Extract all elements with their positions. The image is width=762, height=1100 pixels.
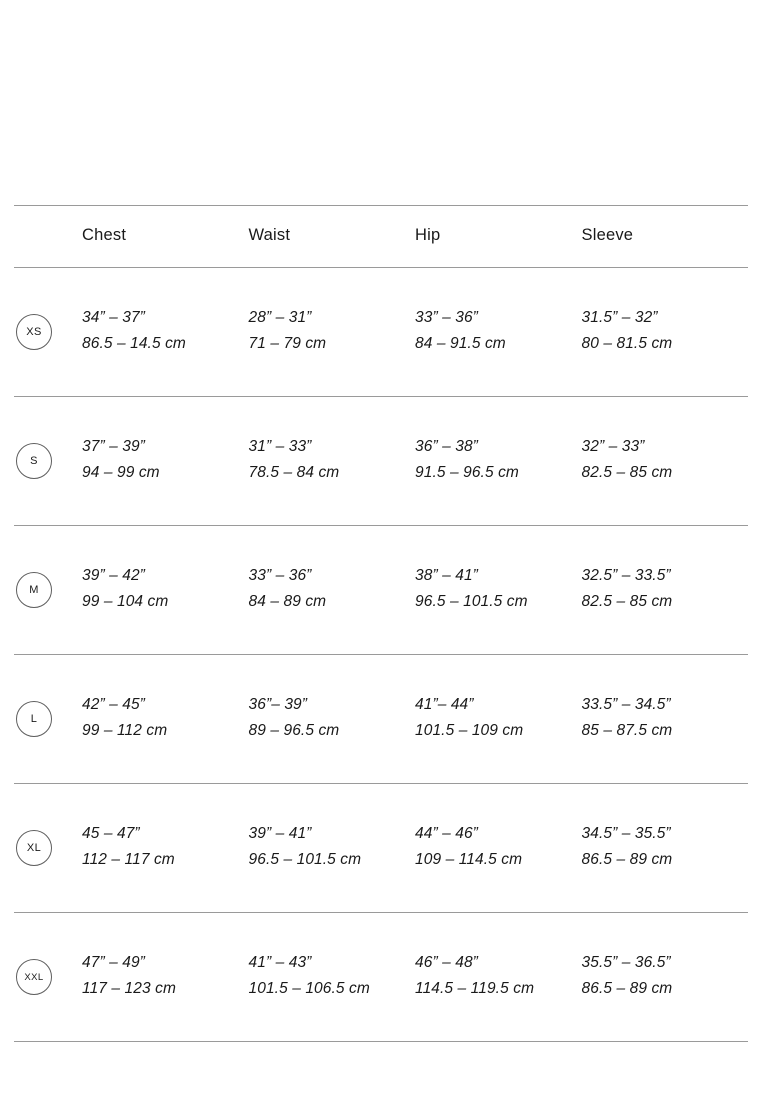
size-badge: S — [16, 443, 52, 479]
size-chart-table — [14, 205, 748, 1041]
table-bottom-divider — [14, 1041, 748, 1042]
size-label-cell — [14, 655, 82, 784]
size-chart-table-container — [14, 205, 748, 1042]
sleeve-inches: 34.5” – 35.5” — [582, 784, 749, 844]
waist-inches: 41” – 43” — [249, 913, 416, 973]
chest-inches: 42” – 45” — [82, 655, 249, 715]
sleeve-cm: 85 – 87.5 cm — [581, 722, 673, 739]
sleeve-inches: 33.5” – 34.5” — [582, 655, 749, 715]
waist-inches: 36”– 39” — [249, 655, 416, 715]
waist-inches: 31” – 33” — [249, 397, 416, 457]
table-row — [14, 526, 748, 586]
chest-cm: 99 – 112 cm — [82, 722, 168, 739]
sleeve-cm: 86.5 – 89 cm — [581, 980, 673, 997]
column-header-hip: Hip — [415, 206, 582, 268]
chest-cm: 112 – 117 cm — [82, 851, 175, 868]
table-row — [14, 784, 748, 844]
size-label-cell — [14, 526, 82, 655]
column-header-chest: Chest — [82, 206, 249, 268]
sleeve-inches: 31.5” – 32” — [582, 268, 749, 328]
chest-cm: 99 – 104 cm — [82, 593, 169, 610]
chest-cm: 117 – 123 cm — [82, 980, 176, 997]
chest-inches: 45 – 47” — [82, 784, 249, 844]
hip-inches: 33” – 36” — [415, 268, 582, 328]
chest-inches: 34” – 37” — [82, 268, 249, 328]
hip-inches: 46” – 48” — [415, 913, 582, 973]
size-badge: XS — [16, 314, 52, 350]
hip-cm: 109 – 114.5 cm — [415, 851, 523, 868]
waist-cm: 84 – 89 cm — [248, 593, 327, 610]
size-label-cell — [14, 268, 82, 397]
size-label-cell — [14, 784, 82, 913]
sleeve-cm: 86.5 – 89 cm — [581, 851, 673, 868]
size-label-cell — [14, 913, 82, 1042]
size-badge: XXL — [16, 959, 52, 995]
hip-cm: 114.5 – 119.5 cm — [415, 980, 535, 997]
size-badge: M — [16, 572, 52, 608]
hip-cm: 96.5 – 101.5 cm — [415, 593, 528, 610]
table-row — [14, 843, 748, 913]
waist-cm: 78.5 – 84 cm — [248, 464, 340, 481]
hip-inches: 36” – 38” — [415, 397, 582, 457]
sleeve-cm: 82.5 – 85 cm — [581, 464, 673, 481]
column-header-sleeve: Sleeve — [582, 206, 749, 268]
size-label-cell — [14, 397, 82, 526]
hip-inches: 44” – 46” — [415, 784, 582, 844]
sleeve-inches: 32.5” – 33.5” — [582, 526, 749, 586]
waist-cm: 96.5 – 101.5 cm — [248, 851, 362, 868]
waist-inches: 33” – 36” — [249, 526, 416, 586]
sleeve-inches: 35.5” – 36.5” — [582, 913, 749, 973]
hip-cm: 84 – 91.5 cm — [415, 335, 506, 352]
waist-cm: 89 – 96.5 cm — [248, 722, 340, 739]
chest-cm: 94 – 99 cm — [82, 464, 160, 481]
table-row — [14, 456, 748, 526]
table-row — [14, 268, 748, 328]
table-row — [14, 972, 748, 1041]
waist-inches: 28” – 31” — [249, 268, 416, 328]
table-row — [14, 714, 748, 784]
chest-inches: 37” – 39” — [82, 397, 249, 457]
hip-cm: 91.5 – 96.5 cm — [415, 464, 519, 481]
waist-inches: 39” – 41” — [249, 784, 416, 844]
column-header-size — [14, 206, 82, 268]
chest-cm: 86.5 – 14.5 cm — [82, 335, 186, 352]
table-row — [14, 327, 748, 397]
chest-inches: 39” – 42” — [82, 526, 249, 586]
hip-inches: 38” – 41” — [415, 526, 582, 586]
table-body — [14, 268, 748, 1042]
waist-cm: 101.5 – 106.5 cm — [248, 980, 370, 997]
hip-cm: 101.5 – 109 cm — [415, 722, 524, 739]
chest-inches: 47” – 49” — [82, 913, 249, 973]
table-row — [14, 585, 748, 655]
hip-inches: 41”– 44” — [415, 655, 582, 715]
sleeve-cm: 80 – 81.5 cm — [581, 335, 673, 352]
sleeve-inches: 32” – 33” — [582, 397, 749, 457]
size-badge: XL — [16, 830, 52, 866]
table-header-row — [14, 206, 748, 268]
waist-cm: 71 – 79 cm — [248, 335, 327, 352]
table-header — [14, 206, 748, 268]
size-badge: L — [16, 701, 52, 737]
sleeve-cm: 82.5 – 85 cm — [581, 593, 673, 610]
table-row — [14, 655, 748, 715]
column-header-waist: Waist — [249, 206, 416, 268]
table-row — [14, 913, 748, 973]
table-row — [14, 397, 748, 457]
